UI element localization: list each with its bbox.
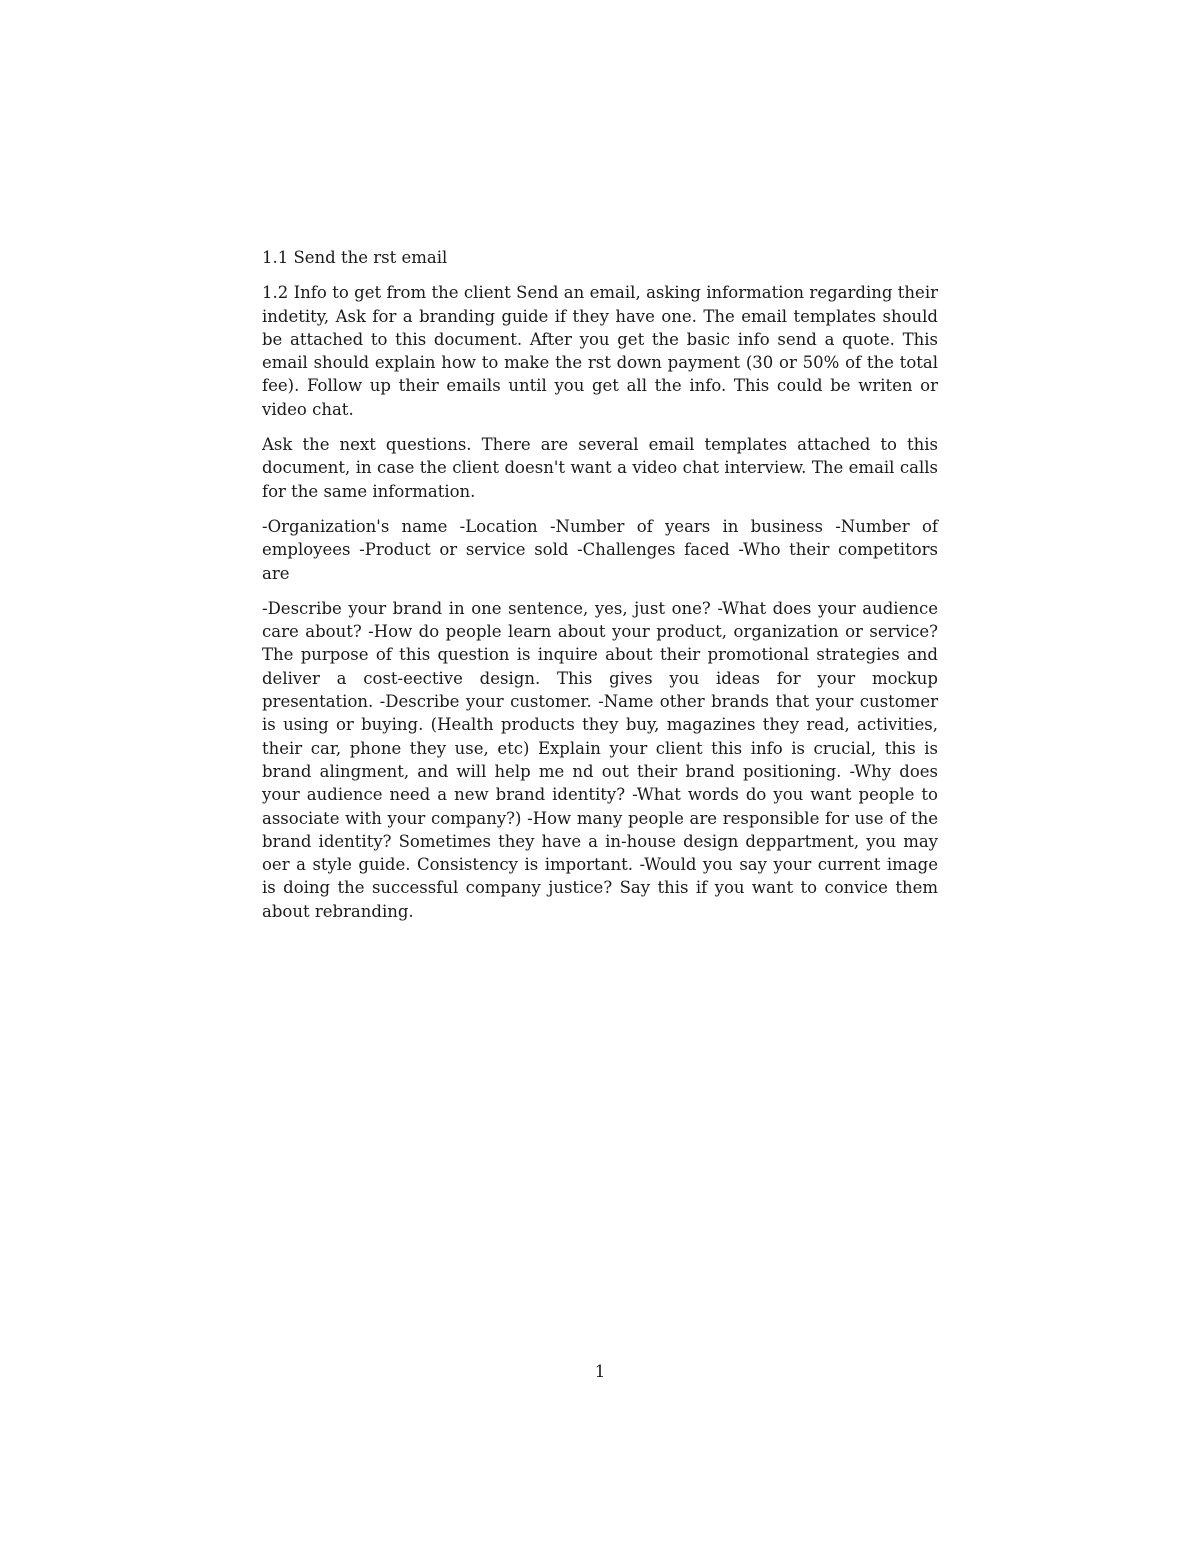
paragraph-info-to-get: 1.2 Info to get from the client Send an email, asking information regarding their indetity, Ask for a branding guide if they have one. The email templates should be attached to this document. After you get the basic info send a quote. This email should explain how to make the rst down payment (30 or 50% of the total fee). Follow up their emails until you get all the info. This could be writen or video chat.	[262, 283, 938, 419]
page-number: 1	[594, 1362, 606, 1381]
paragraph-organization-details: -Organization's name -Location -Number of years in business -Number of employees -Product or service sold -Challenges faced -Who their competitors are	[262, 516, 938, 583]
document-body	[262, 246, 938, 935]
paragraph-brand-questions: -Describe your brand in one sentence, yes, just one? -What does your audience care about? -How do people learn about your product, organization or service? The purpose of this question is inquire about their promotional strategies and deliver a cost-eective design. This gives you ideas for your mockup presentation. -Describe your customer. -Name other brands that your customer is using or buying. (Health products they buy, magazines they read, activities, their car, phone they use, etc) Explain your client this info is crucial, this is brand alingment, and will help me nd out their brand positioning. -Why does your audience need a new brand identity? -What words do you want people to associate with your company?) -How many people are responsible for use of the brand identity? Sometimes they have a in-house design deppartment, you may oer a style guide. Consistency is important. -Would you say your current image is doing the successful company justice? Say this if you want to convice them about rebranding.	[262, 598, 938, 921]
section-heading-send-first-email: 1.1 Send the rst email	[262, 248, 448, 267]
paragraph-ask-questions: Ask the next questions. There are several email templates attached to this document, in case the client doesn't want a video chat interview. The email calls for the same information.	[262, 435, 938, 501]
